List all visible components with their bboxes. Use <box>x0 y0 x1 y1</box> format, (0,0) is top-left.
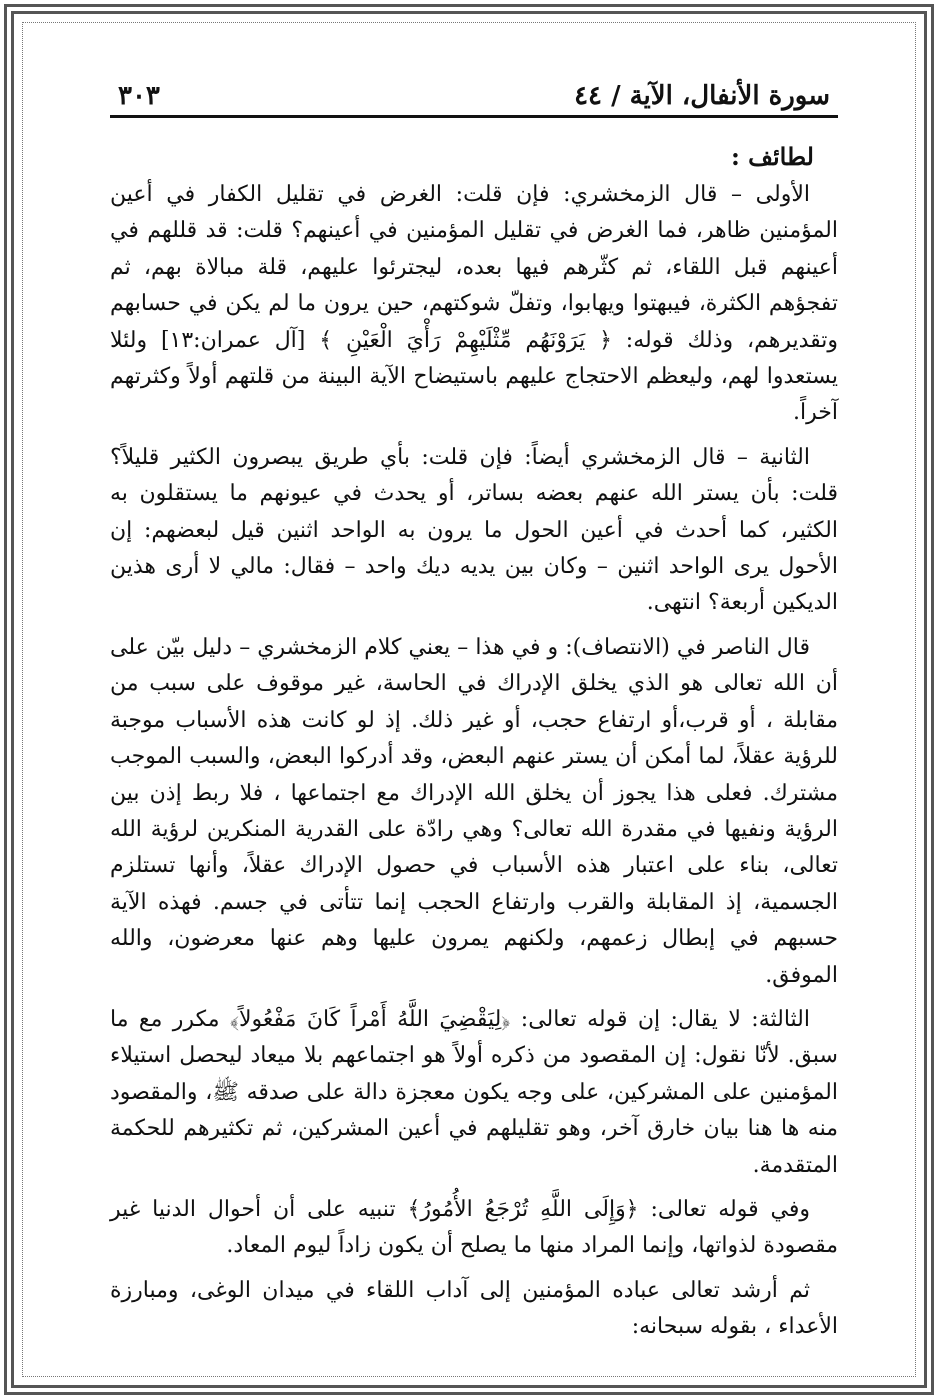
paragraph-first-point: الأولى – قال الزمخشري: فإن قلت: الغرض في تقليل الكفار في أعين المؤمنين ظاهر، فما الغرض في تقليل المؤمنين في أعينهم؟ قلت: قد قللهم في أعينهم قبل اللقاء، ثم كثّرهم فيها بعده، ليجترئوا عليهم، قلة مبالاة بهم، ثم تفجؤهم الكثرة، فيبهتوا ويهابوا، وتفلّ شوكتهم، حين يرون ما لم يكن في حسابهم وتقديرهم، وذلك قوله: ﴿ يَرَوْنَهُم مِّثْلَيْهِمْ رَأْيَ الْعَيْنِ ﴾ [آل عمران:١٣] ولئلا يستعدوا لهم، وليعظم الاحتجاج عليهم باستيضاح الآية البينة من قلتهم أولاً وكثرتهم آخراً. <box>110 182 838 426</box>
paragraph-nasir-commentary: قال الناصر في (الانتصاف): و في هذا – يعني كلام الزمخشري – دليل بيّن على أن الله تعالى هو الذي يخلق الإدراك في الحاسة، غير موقوف على سبب من مقابلة ، أو قرب،أو ارتفاع حجب، أو غير ذلك. إذ لو كانت هذه الأسباب موجبة للرؤية عقلاً، لما أمكن أن يستر عنهم البعض، وقد أدركوا البعض، والسبب الموجب مشترك. فعلى هذا يجوز أن يخلق الله الإدراك مع اجتماعها ، فلا ربط إذن بين الرؤية ونفيها في مقدرة الله تعالى؟ وهي رادّة على القدرية المنكرين لرؤية الله تعالى، بناء على اعتبار هذه الأسباب في حصول الإدراك عقلاً، وأنها تستلزم الجسمية، إذ المقابلة والقرب وارتفاع الحجب إنما تتأتى في جسم. فهذه الآية حسبهم في إبطال زعمهم، ولكنهم يمرون عليها وهم عنها معرضون، والله الموفق. <box>110 634 838 988</box>
page-number: ٣٠٣ <box>118 81 160 111</box>
page-content <box>110 74 838 1340</box>
running-title: سورة الأنفال، الآية / ٤٤ <box>574 81 830 111</box>
paragraph-verse-note: وفي قوله تعالى: ﴿وَإِلَى اللَّهِ تُرْجَعُ الأُمُورُ﴾ تنبيه على أن أحوال الدنيا غير مقصودة لذواتها، وإنما المراد منها ما يصلح أن يكون زاداً ليوم المعاد. <box>110 1196 838 1259</box>
section-heading: لطائف : <box>730 142 814 171</box>
paragraph-second-point: الثانية – قال الزمخشري أيضاً: فإن قلت: بأي طريق يبصرون الكثير قليلاً؟ قلت: بأن يستر الله عنهم بعضه بساتر، أو يحدث في عيونهم ما يستقلون به الكثير، كما أحدث في أعين الحول ما يرون به الواحد اثنين قيل لبعضهم: إن الأحول يرى الواحد اثنين – وكان بين يديه ديك واحد – فقال: مالي لا أرى هذين الديكين أربعة؟ انتهى. <box>110 444 838 616</box>
paragraph-closing: ثم أرشد تعالى عباده المؤمنين إلى آداب اللقاء في ميدان الوغى، ومبارزة الأعداء ، بقوله سبحانه: <box>110 1277 838 1340</box>
paragraph-third-point: الثالثة: لا يقال: إن قوله تعالى: ﴿لِيَقْضِيَ اللَّهُ أَمْراً كَانَ مَفْعُولاً﴾ مكرر مع ما سبق. لأنّا نقول: إن المقصود من ذكره أولاً هو اجتماعهم بلا ميعاد ليحصل استيلاء المؤمنين على المشركين، على وجه يكون معجزة دالة على صدقه ﷺ، والمقصود منه ها هنا بيان خارق آخر، وهو تقليلهم في أعين المشركين، ثم تكثيرهم للحكمة المتقدمة. <box>110 1006 838 1178</box>
running-header <box>110 74 838 118</box>
